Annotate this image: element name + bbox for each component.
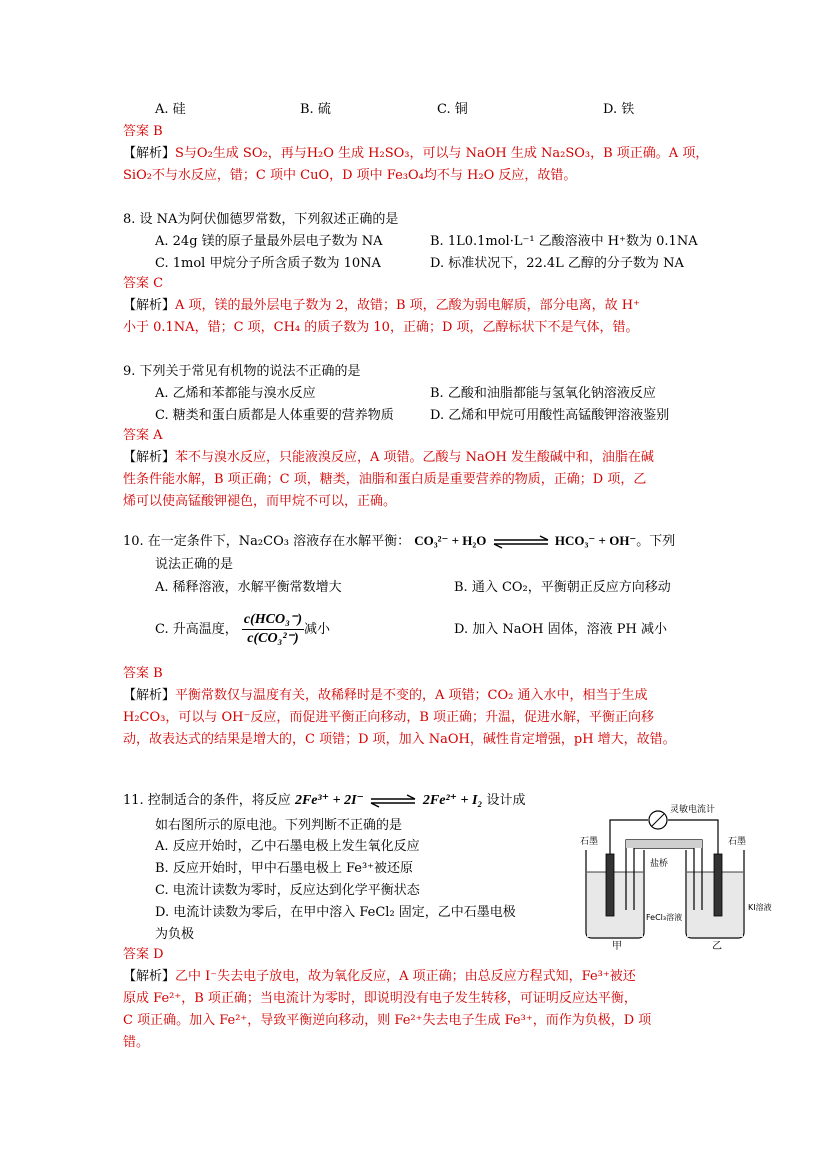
q8-option-c: C. 1mol 甲烷分子所含质子数为 10NA xyxy=(155,256,381,271)
q10-equation: CO₃²⁻ + H₂O HCO₃⁻ + OH⁻ xyxy=(414,533,637,548)
q11-option-b: B. 反应开始时，甲中石墨电极上 Fe³⁺被还原 xyxy=(155,861,414,876)
right-electrode-label: 石墨 xyxy=(728,837,747,847)
q9-explanation-line2: 性条件能水解，B 项正确；C 项，糖类，油脂和蛋白质是重要营养的物质，正确；D 项，乙 xyxy=(123,472,647,487)
q10-option-b: B. 通入 CO₂，平衡朝正反应方向移动 xyxy=(454,580,671,595)
vessel-jia-label: 甲 xyxy=(612,941,622,952)
q11-stem-line1 xyxy=(123,790,526,812)
q11-explanation-line2: 原成 Fe²⁺，B 项正确；当电流计为零时，即说明没有电子发生转移，可证明反应达平衡， xyxy=(123,991,637,1006)
galvanic-cell-figure xyxy=(578,800,772,952)
salt-bridge-label: 盐桥 xyxy=(650,859,669,869)
q10-fraction xyxy=(242,611,304,648)
q11-explanation-line1: 【解析】乙中 I⁻失去电子放电，故为氧化反应，A 项正确；由总反应方程式知，Fe³⁺被还 xyxy=(123,969,636,984)
q10-stem-line2: 说法正确的是 xyxy=(155,557,234,572)
q10-stem-line1 xyxy=(123,530,675,553)
left-electrode-label: 石墨 xyxy=(580,837,599,847)
q7-explanation-line1: 【解析】S与O₂生成 SO₂，再与H₂O 生成 H₂SO₃，可以与 NaOH 生成 Na₂SO₃，B 项正确。A 项， xyxy=(123,146,709,161)
q11-explanation-line3: C 项正确。加入 Fe²⁺，导致平衡逆向移动，则 Fe²⁺失去电子生成 Fe³⁺，而作为负极，D 项 xyxy=(123,1013,652,1028)
q10-stem-prefix: 10. 在一定条件下，Na₂CO₃ 溶液存在水解平衡： xyxy=(123,534,411,549)
vessel-yi-label: 乙 xyxy=(712,941,722,952)
right-solution-label: KI溶液 xyxy=(748,903,772,912)
q8-stem: 8. 设 NA为阿伏伽德罗常数，下列叙述正确的是 xyxy=(123,212,399,227)
q7-option-d: D. 铁 xyxy=(603,102,635,117)
q8-option-a: A. 24g 镁的原子量最外层电子数为 NA xyxy=(155,234,383,249)
q8-answer: 答案 C xyxy=(123,276,164,291)
q11-equation: 2Fe³⁺ + 2I⁻ 2Fe²⁺ + I₂ xyxy=(294,793,483,808)
q9-explanation-tag: 【解析】 xyxy=(123,450,176,465)
q10-stem-suffix: 。下列 xyxy=(636,534,676,549)
q8-explanation-tag: 【解析】 xyxy=(123,298,176,313)
q9-explanation-line1: 【解析】苯不与溴水反应，只能液溴反应，A 项错。乙酸与 NaOH 发生酸碱中和，油脂在碱 xyxy=(123,450,654,465)
q10-explanation-tag: 【解析】 xyxy=(123,688,176,703)
q7-explanation-tag: 【解析】 xyxy=(123,146,176,161)
q9-option-b: B. 乙酸和油脂都能与氢氧化钠溶液反应 xyxy=(430,386,656,401)
q9-option-d: D. 乙烯和甲烷可用酸性高锰酸钾溶液鉴别 xyxy=(430,408,670,423)
q8-option-d: D. 标准状况下，22.4L 乙醇的分子数为 NA xyxy=(430,256,684,271)
equilibrium-arrow-icon xyxy=(367,795,419,807)
q7-option-b: B. 硫 xyxy=(300,102,331,117)
q8-explanation-line1: 【解析】A 项，镁的最外层电子数为 2，故错；B 项，乙酸为弱电解质，部分电离，故 H⁺ xyxy=(123,298,640,313)
q10-option-a: A. 稀释溶液，水解平衡常数增大 xyxy=(155,580,342,595)
q11-answer: 答案 D xyxy=(123,947,164,962)
q7-option-c: C. 铜 xyxy=(437,102,468,117)
q10-explanation-line3: 动，故表达式的结果是增大的，C 项错；D 项，加入 NaOH，碱性肯定增强，pH 增大，故错。 xyxy=(123,732,676,747)
q11-stem-line2: 如右图所示的原电池。下列判断不正确的是 xyxy=(155,818,403,833)
q7-answer: 答案 B xyxy=(123,124,163,139)
q11-option-d-line1: D. 电流计读数为零后，在甲中溶入 FeCl₂ 固定，乙中石墨电极 xyxy=(155,905,516,920)
q10-answer: 答案 B xyxy=(123,666,163,681)
q7-explanation-line2: SiO₂不与水反应，错；C 项中 CuO，D 项中 Fe₃O₄均不与 H₂O 反应，故错。 xyxy=(123,168,577,183)
left-solution-label: FeCl₃溶液 xyxy=(646,913,683,922)
q11-option-a: A. 反应开始时，乙中石墨电极上发生氧化反应 xyxy=(155,839,420,854)
meter-label: 灵敏电流计 xyxy=(670,805,716,815)
equilibrium-arrow-icon xyxy=(490,536,552,548)
q11-stem-prefix: 11. 控制适合的条件，将反应 xyxy=(123,793,291,808)
q10-option-d: D. 加入 NaOH 固体，溶液 PH 减小 xyxy=(454,622,667,637)
q10-fraction-numerator: c(HCO₃⁻) xyxy=(242,611,304,630)
q11-stem-suffix: 设计成 xyxy=(486,793,526,808)
q11-option-d-line2: 为负极 xyxy=(155,927,195,942)
q9-stem: 9. 下列关于常见有机物的说法不正确的是 xyxy=(123,364,361,379)
q7-option-a: A. 硅 xyxy=(155,102,186,117)
q11-option-c: C. 电流计读数为零时，反应达到化学平衡状态 xyxy=(155,883,420,898)
q9-answer: 答案 A xyxy=(123,428,163,443)
q10-explanation-line2: H₂CO₃，可以与 OH⁻反应，而促进平衡正向移动，B 项正确；升温，促进水解，平衡正向移 xyxy=(123,710,655,725)
q9-option-a: A. 乙烯和苯都能与溴水反应 xyxy=(155,386,316,401)
q10-option-c: C. 升高温度， $\frac{\text{c(HCO₃⁻)}}{\text{c(CO₃²⁻)}}$ 减小 xyxy=(155,612,331,646)
q8-option-b: B. 1L0.1mol·L⁻¹ 乙酸溶液中 H⁺数为 0.1NA xyxy=(430,234,698,249)
q10-fraction-denominator: c(CO₃²⁻) xyxy=(247,631,299,646)
q8-explanation-line2: 小于 0.1NA，错；C 项，CH₄ 的质子数为 10，正确；D 项，乙醇标状下不是气体，错。 xyxy=(123,320,639,335)
q9-explanation-line3: 烯可以使高锰酸钾褪色，而甲烷不可以，正确。 xyxy=(123,494,397,509)
q11-explanation-tag: 【解析】 xyxy=(123,969,176,984)
q9-option-c: C. 糖类和蛋白质都是人体重要的营养物质 xyxy=(155,408,394,423)
q11-explanation-line4: 错。 xyxy=(123,1035,150,1050)
q10-explanation-line1: 【解析】平衡常数仅与温度有关，故稀释时是不变的，A 项错；CO₂ 通入水中，相当于生成 xyxy=(123,688,648,703)
